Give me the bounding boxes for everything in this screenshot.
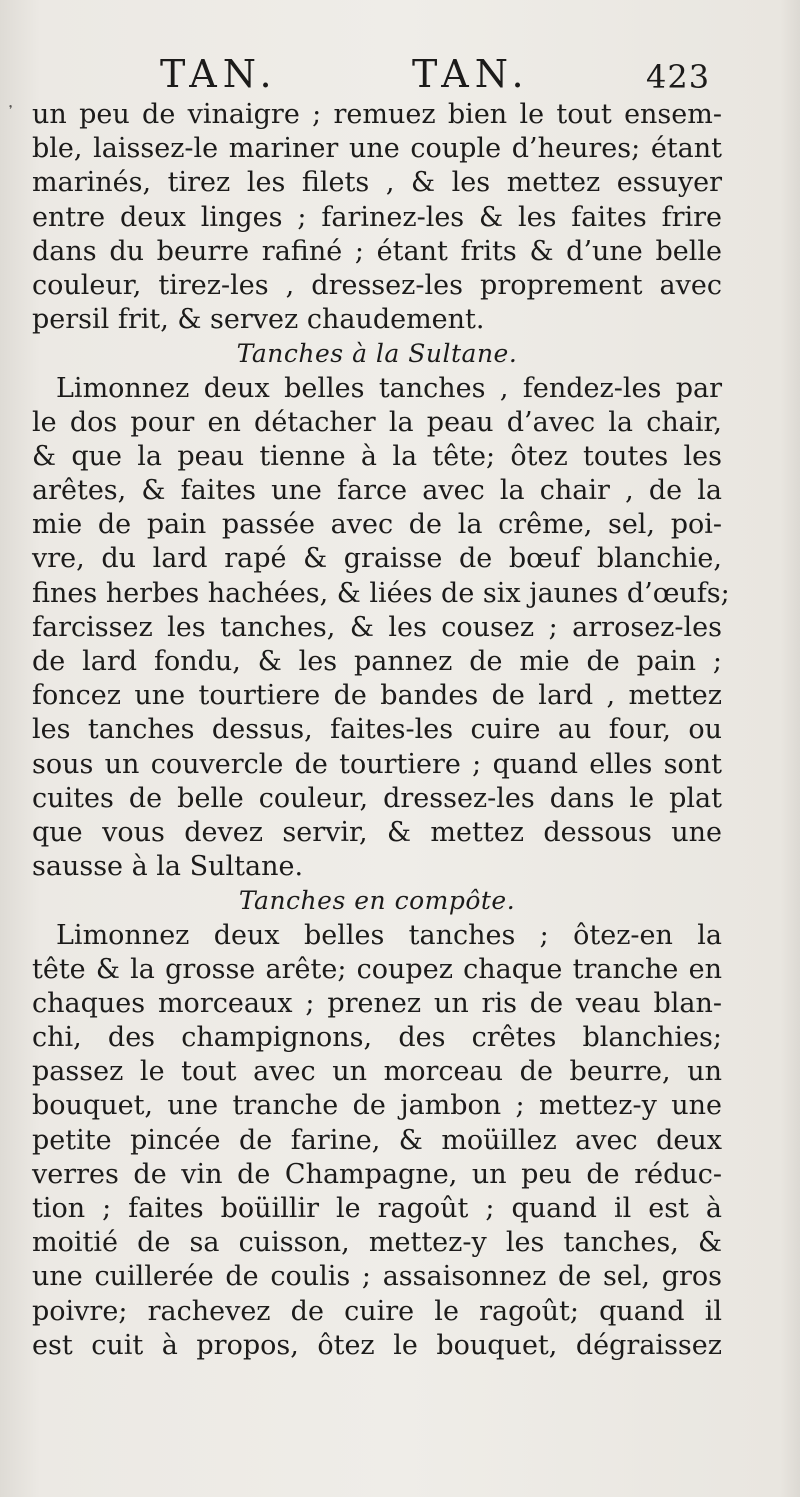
text-line: persil frit, & servez chaudement. <box>32 304 485 336</box>
text-line: chaques morceaux ; prenez un ris de veau blan- <box>32 987 722 1019</box>
text-line: que vous devez servir, & mettez dessous une <box>32 816 722 848</box>
text-line: Limonnez deux belles tanches , fendez-les par <box>56 372 722 404</box>
text-line: marinés, tirez les filets , & les mettez essuyer <box>32 167 722 199</box>
text-line: fines herbes hachées, & liées de six jaunes d’œufs; <box>32 577 730 609</box>
recipe-heading: Tanches en compôte. <box>238 886 516 916</box>
running-head-right: TAN. <box>412 52 530 96</box>
text-line: sausse à la Sultane. <box>32 851 304 883</box>
text-line: le dos pour en détacher la peau d’avec la chair, <box>32 406 722 438</box>
text-line: entre deux linges ; farinez-les & les faites frire <box>32 201 722 233</box>
text-line: verres de vin de Champagne, un peu de réduc- <box>32 1158 722 1190</box>
margin-mark: ᾽ <box>6 104 15 125</box>
text-line: petite pincée de farine, & moüillez avec deux <box>32 1124 722 1156</box>
text-line: chi, des champignons, des crêtes blanchies; <box>32 1022 722 1054</box>
text-line: de lard fondu, & les pannez de mie de pain ; <box>32 646 722 677</box>
text-line: mie de pain passée avec de la crême, sel, poi- <box>32 509 722 541</box>
text-line: poivre; rachevez de cuire le ragoût; quand il <box>32 1295 722 1327</box>
text-line: dans du beurre rafiné ; étant frits & d’une belle <box>32 235 722 267</box>
text-line: tion ; faites boüillir le ragoût ; quand il est à <box>32 1193 722 1224</box>
text-block <box>32 98 730 1363</box>
text-line: une cuillerée de coulis ; assaisonnez de sel, gros <box>32 1261 722 1293</box>
text-line: couleur, tirez-les , dressez-les proprement avec <box>32 269 722 301</box>
text-line: & que la peau tienne à la tête; ôtez toutes les <box>32 440 722 472</box>
text-line: sous un couvercle de tourtiere ; quand elles sont <box>32 748 722 780</box>
running-head-left: TAN. <box>160 52 278 96</box>
running-head <box>0 52 800 102</box>
text-line: tête & la grosse arête; coupez chaque tranche en <box>32 953 722 985</box>
text-line: est cuit à propos, ôtez le bouquet, dégraissez <box>32 1329 722 1361</box>
text-line: vre, du lard rapé & graisse de bœuf blanchie, <box>32 543 722 575</box>
recipe-heading: Tanches à la Sultane. <box>236 339 518 369</box>
text-line: ble, laissez-le mariner une couple d’heures; étant <box>32 133 722 165</box>
text-line: bouquet, une tranche de jambon ; mettez-y une <box>32 1090 722 1122</box>
text-line: les tanches dessus, faites-les cuire au four, ou <box>32 714 722 746</box>
page-number: 423 <box>646 58 711 96</box>
text-line: un peu de vinaigre ; remuez bien le tout ensem- <box>32 99 722 130</box>
text-line: passez le tout avec un morceau de beurre, un <box>32 1056 722 1088</box>
text-line: Limonnez deux belles tanches ; ôtez-en la <box>56 919 722 951</box>
text-line: farcissez les tanches, & les cousez ; arrosez-les <box>32 611 722 643</box>
text-line: foncez une tourtiere de bandes de lard , mettez <box>32 680 722 712</box>
text-line: arêtes, & faites une farce avec la chair , de la <box>32 475 722 507</box>
text-line: moitié de sa cuisson, mettez-y les tanches, & <box>32 1227 722 1259</box>
text-line: cuites de belle couleur, dressez-les dans le plat <box>32 782 722 814</box>
